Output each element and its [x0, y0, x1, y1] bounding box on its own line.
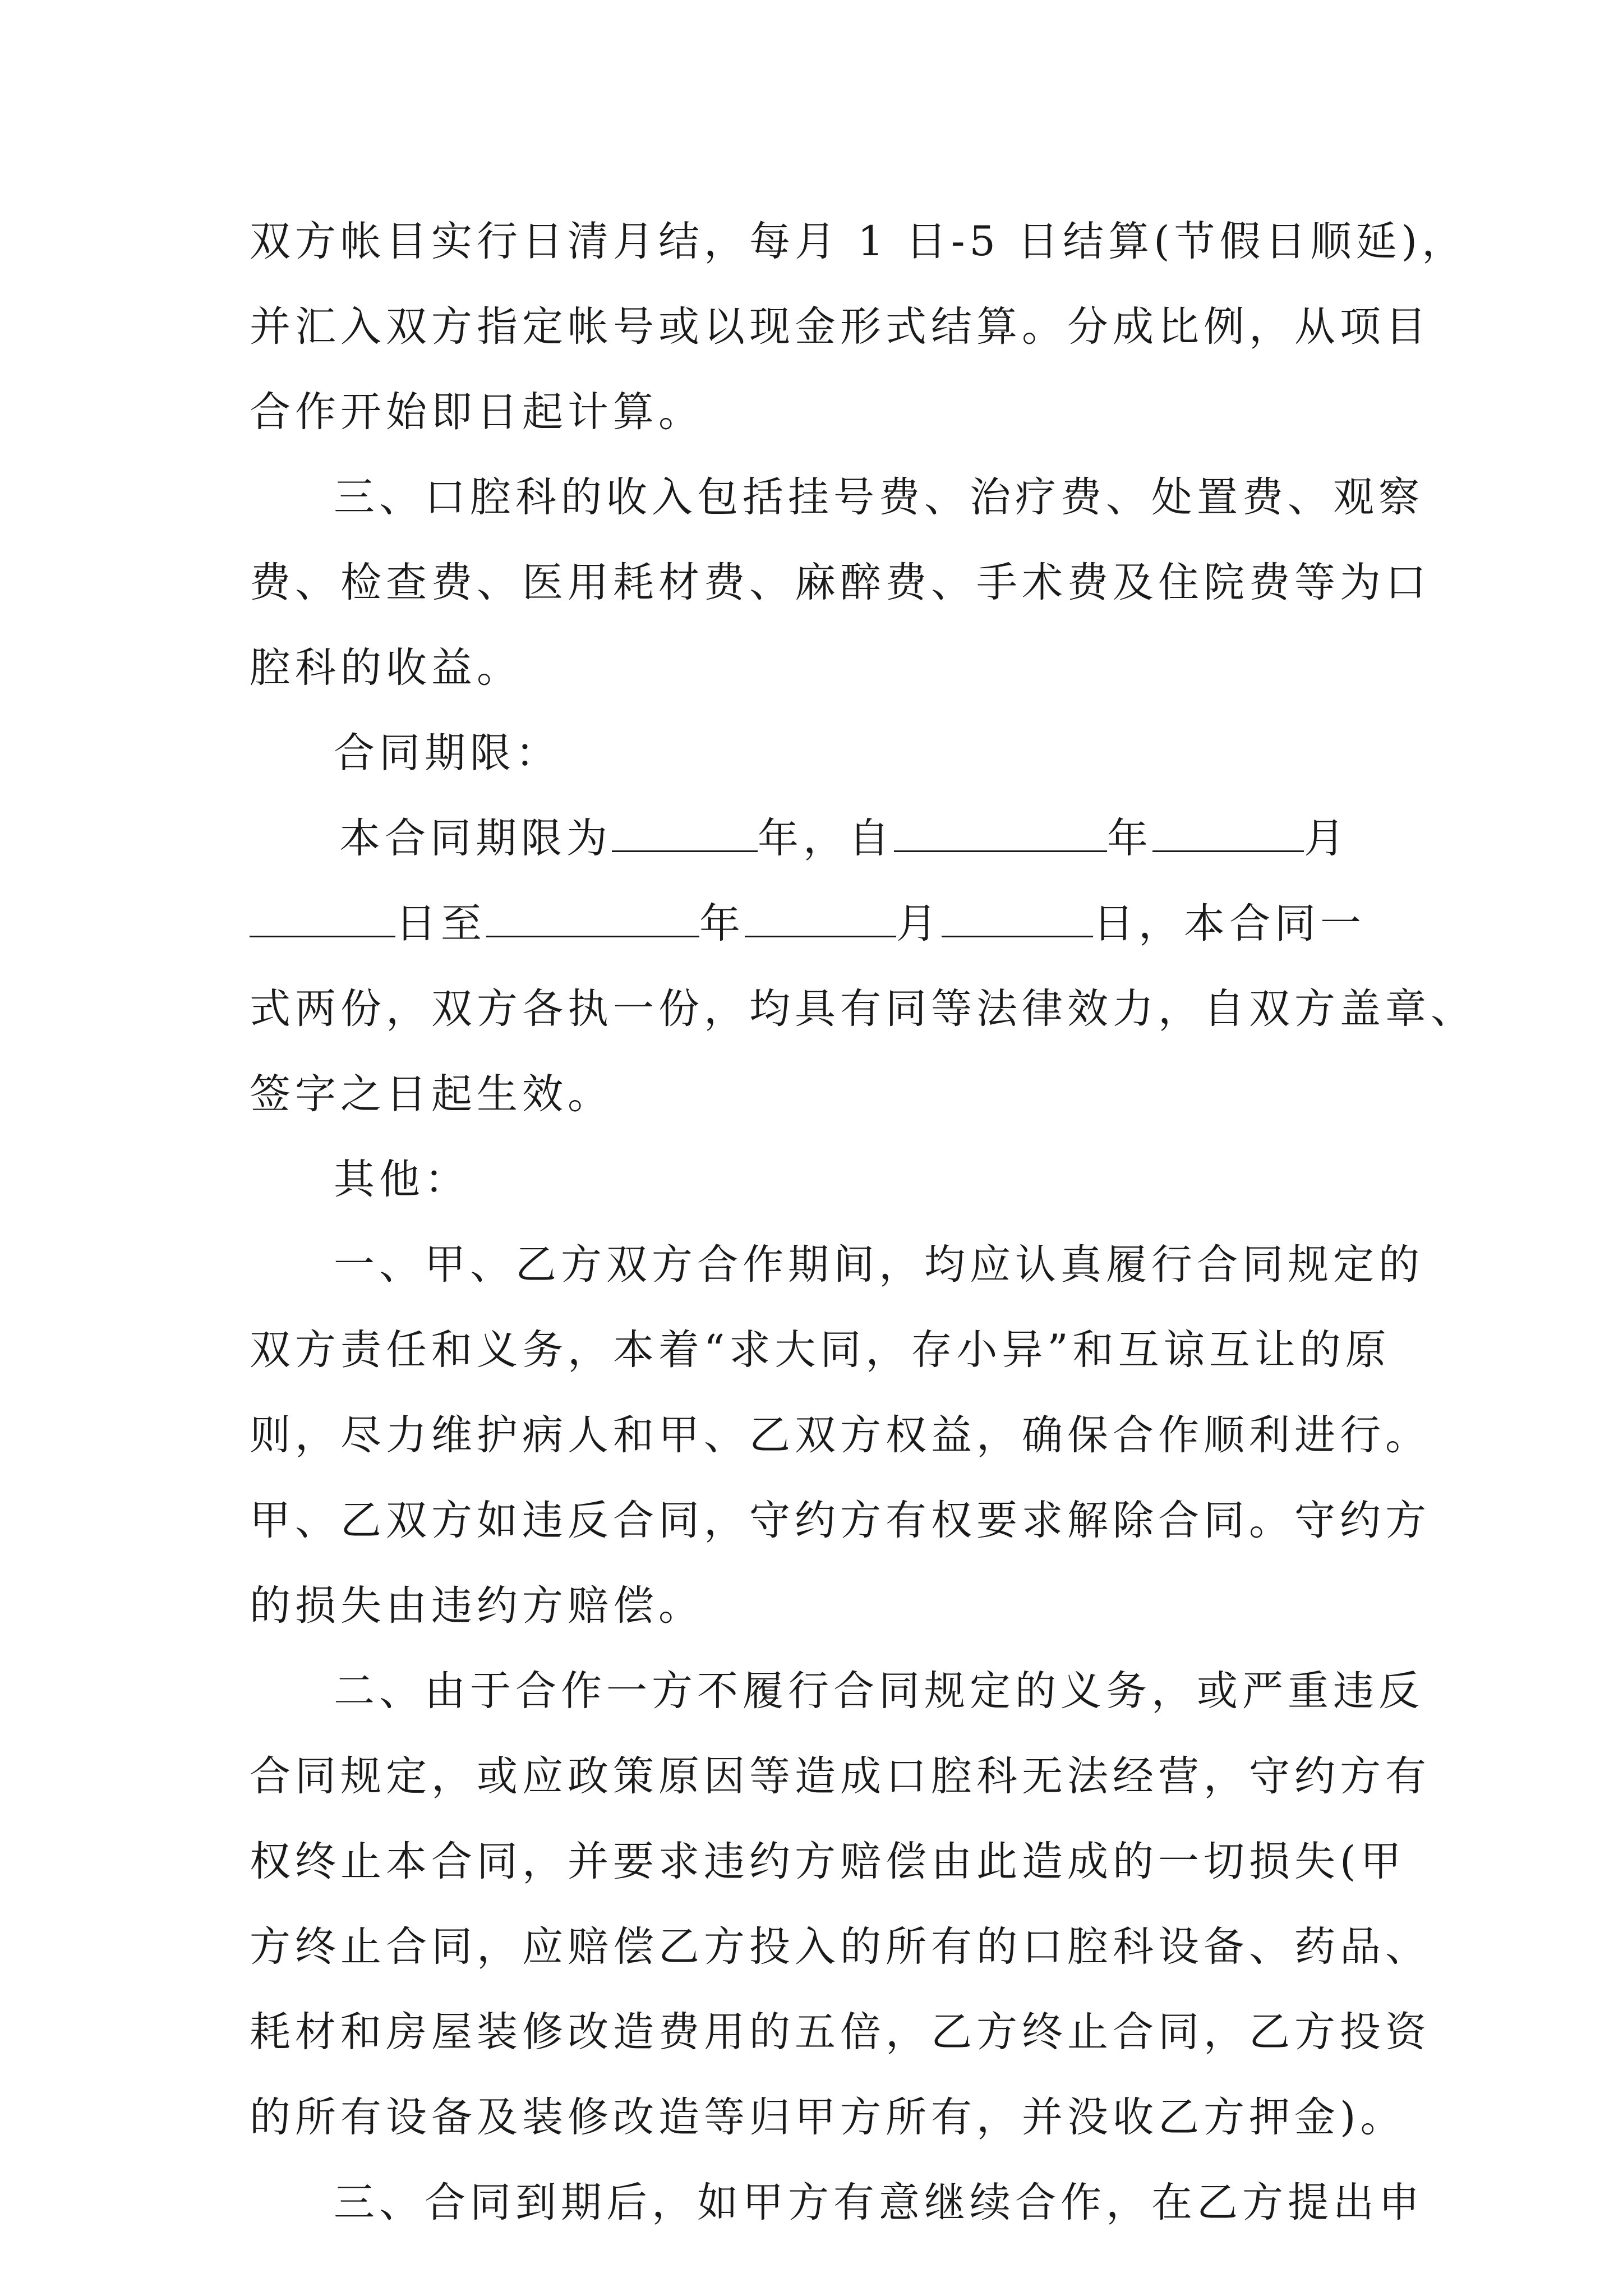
text-line: 耗材和房屋装修改造费用的五倍，乙方终止合同，乙方投资 [250, 2008, 1431, 2056]
term-seg: 日至 [395, 900, 486, 947]
text-line: 双方责任和义务，本着“求大同，存小异”和互谅互让的原 [250, 1326, 1391, 1374]
text-line: 二、由于合作一方不履行合同规定的义务，或严重违反 [334, 1667, 1424, 1715]
text-line: 方终止合同，应赔偿乙方投入的所有的口腔科设备、药品、 [250, 1923, 1431, 1971]
blank-end-year [486, 891, 699, 937]
blank-start-month [1152, 806, 1304, 852]
text-line: 一、甲、乙方双方合作期间，均应认真履行合同规定的 [334, 1241, 1424, 1289]
text-line: 费、检查费、医用耗材费、麻醉费、手术费及住院费等为口 [250, 559, 1431, 606]
blank-start-year [894, 806, 1107, 852]
text-line: 甲、乙双方如违反合同，守约方有权要求解除合同。守约方 [250, 1497, 1431, 1544]
term-seg: 年，自 [758, 815, 894, 862]
text-line: 则，尽力维护病人和甲、乙双方权益，确保合作顺利进行。 [250, 1411, 1431, 1459]
blank-end-month [745, 891, 896, 937]
term-prefix: 本合同期限为 [339, 815, 612, 862]
term-line-1 [250, 796, 1388, 881]
text-line: 权终止本合同，并要求违约方赔偿由此造成的一切损失(甲 [250, 1838, 1406, 1885]
section-heading-other: 其他： [334, 1156, 470, 1203]
text-line: 三、合同到期后，如甲方有意继续合作，在乙方提出申 [334, 2179, 1424, 2226]
term-seg: 月 [1304, 815, 1349, 862]
blank-end-day [942, 891, 1093, 937]
text-line: 式两份，双方各执一份，均具有同等法律效力，自双方盖章、 [250, 985, 1476, 1033]
section-heading-term: 合同期限： [334, 729, 561, 777]
text-line: 签字之日起生效。 [250, 1070, 613, 1118]
term-seg: 月 [896, 900, 942, 947]
text-line: 合作开始即日起计算。 [250, 388, 704, 436]
text-line: 的损失由违约方赔偿。 [250, 1582, 704, 1630]
text-line: 的所有设备及装修改造等归甲方所有，并没收乙方押金)。 [250, 2093, 1406, 2141]
term-seg: 年 [1107, 815, 1152, 862]
term-line-2 [250, 881, 1388, 967]
text-line: 双方帐目实行日清月结，每月 1 日-5 日结算(节假日顺延)， [250, 218, 1468, 265]
blank-years [612, 806, 758, 852]
text-line: 合同规定，或应政策原因等造成口腔科无法经营，守约方有 [250, 1752, 1431, 1800]
text-line: 并汇入双方指定帐号或以现金形式结算。分成比例，从项目 [250, 303, 1431, 351]
term-seg: 年 [699, 900, 745, 947]
blank-start-day [250, 891, 395, 937]
text-line: 三、口腔科的收入包括挂号费、治疗费、处置费、观察 [334, 473, 1424, 521]
text-line: 腔科的收益。 [250, 644, 522, 692]
document-body [250, 199, 1476, 2246]
term-seg: 日，本合同一 [1093, 900, 1366, 947]
